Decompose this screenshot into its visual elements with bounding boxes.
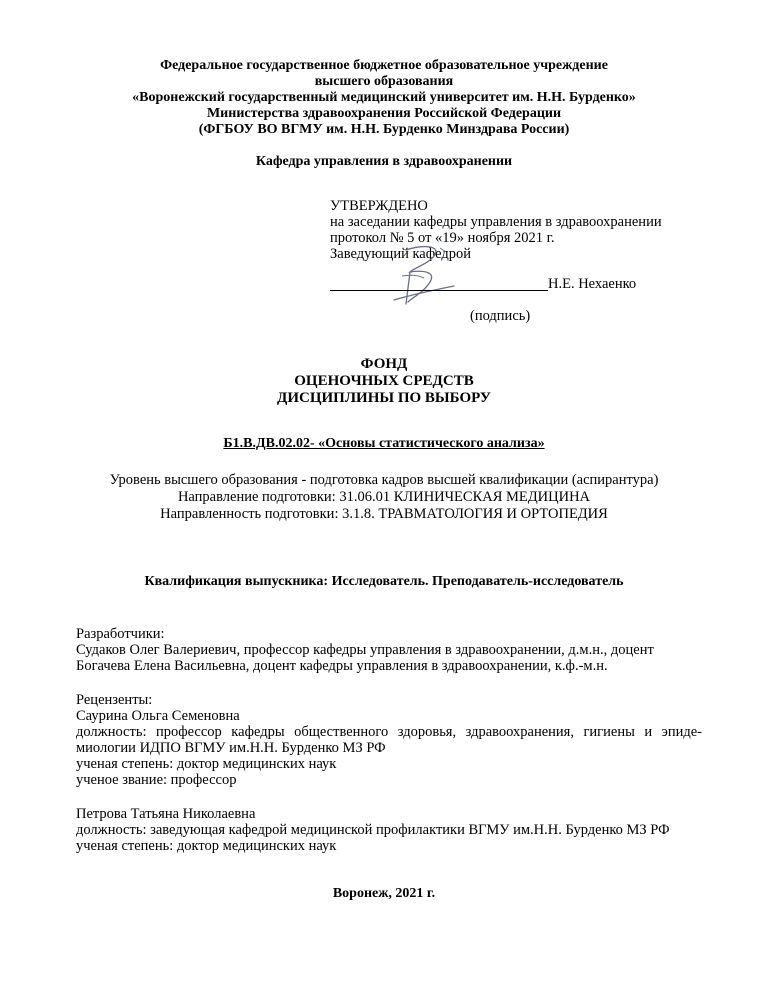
approval-line-1: на заседании кафедры управления в здравоохранении bbox=[330, 214, 662, 230]
signature-caption: (подпись) bbox=[470, 308, 531, 324]
org-line-3: «Воронежский государственный медицинский университет им. Н.Н. Бурденко» bbox=[132, 90, 636, 105]
reviewer-1-degree: ученая степень: доктор медицинских наук bbox=[76, 756, 337, 772]
org-line-1: Федеральное государственное бюджетное образовательное учреждение bbox=[160, 58, 608, 73]
department-name: Кафедра управления в здравоохранении bbox=[255, 154, 513, 169]
doc-title-line-3: ДИСЦИПЛИНЫ ПО ВЫБОРУ bbox=[277, 390, 491, 406]
discipline-title: Б1.В.ДВ.02.02- «Основы статистического анализа» bbox=[223, 436, 545, 451]
program-level: Уровень высшего образования - подготовка кадров высшей квалификации (аспирантура) bbox=[109, 472, 659, 488]
reviewers-label: Рецензенты: bbox=[76, 692, 153, 708]
reviewer-1-position-1: должность: профессор кафедры общественного здоровья, здравоохранения, гигиены и эпиде- bbox=[76, 724, 702, 740]
reviewer-2-name: Петрова Татьяна Николаевна bbox=[76, 806, 256, 822]
signer-name: Н.Е. Нехаенко bbox=[548, 276, 637, 292]
approval-line-2: протокол № 5 от «19» ноября 2021 г. bbox=[330, 230, 555, 246]
signature-line bbox=[330, 276, 548, 291]
developers-label: Разработчики: bbox=[76, 626, 165, 642]
approval-title: УТВЕРЖДЕНО bbox=[330, 198, 428, 214]
org-line-2: высшего образования bbox=[314, 74, 454, 89]
qualification: Квалификация выпускника: Исследователь. Преподаватель-исследователь bbox=[144, 574, 624, 589]
reviewer-2-position: должность: заведующая кафедрой медицинской профилактики ВГМУ им.Н.Н. Бурденко МЗ РФ bbox=[76, 822, 670, 838]
approval-line-3: Заведующий кафедрой bbox=[330, 246, 472, 262]
reviewer-1-position-2: миологии ИДПО ВГМУ им.Н.Н. Бурденко МЗ РФ bbox=[76, 740, 386, 756]
doc-title-line-2: ОЦЕНОЧНЫХ СРЕДСТВ bbox=[294, 373, 474, 389]
reviewer-1-name: Саурина Ольга Семеновна bbox=[76, 708, 240, 724]
reviewer-1-title: ученое звание: профессор bbox=[76, 772, 237, 788]
reviewer-2-degree: ученая степень: доктор медицинских наук bbox=[76, 838, 337, 854]
developer-2: Богачева Елена Васильевна, доцент кафедры управления в здравоохранении, к.ф.-м.н. bbox=[76, 658, 608, 674]
doc-title-line-1: ФОНД bbox=[360, 356, 408, 372]
program-direction: Направление подготовки: 31.06.01 КЛИНИЧЕСКАЯ МЕДИЦИНА bbox=[177, 489, 591, 505]
org-line-4: Министерства здравоохранения Российской Федерации bbox=[206, 106, 562, 121]
org-line-5: (ФГБОУ ВО ВГМУ им. Н.Н. Бурденко Минздрава России) bbox=[198, 122, 570, 137]
program-focus: Направленность подготовки: 3.1.8. ТРАВМАТОЛОГИЯ И ОРТОПЕДИЯ bbox=[160, 506, 608, 522]
developer-1: Судаков Олег Валериевич, профессор кафедры управления в здравоохранении, д.м.н., доцент bbox=[76, 642, 654, 658]
city-year: Воронеж, 2021 г. bbox=[332, 886, 436, 901]
